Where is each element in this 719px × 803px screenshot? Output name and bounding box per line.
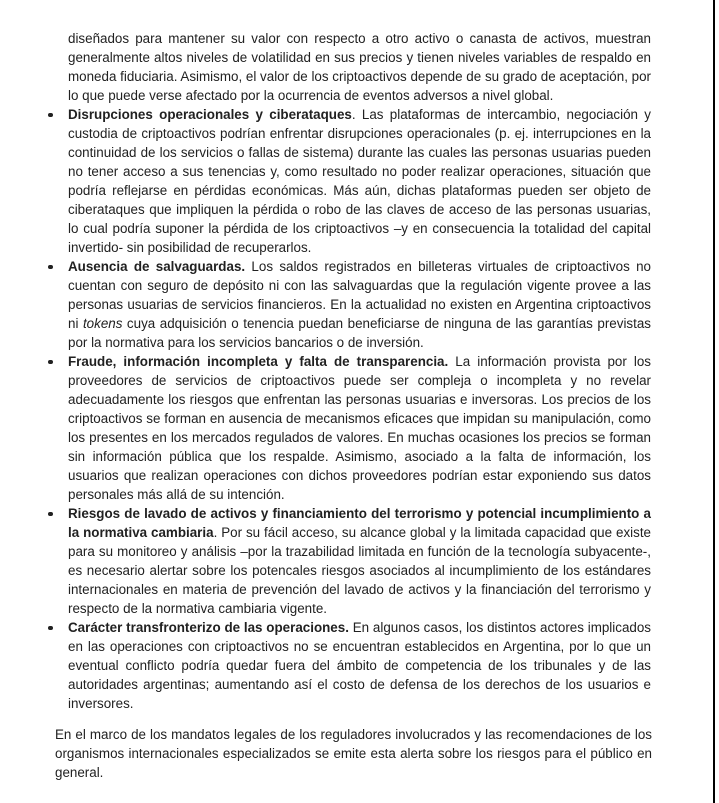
bullet-body: Los saldos registrados en billeteras virtuales de criptoactivos no cuentan con seguro de depósito ni con las salvaguardas que la regulación vigente provee a las personas usuarias de servicios financieros. En la actualidad no existen en Argentina criptoactivos ni tokens cuya adquisición o tenencia puedan beneficiarse de ninguna de las garantías previstas por la normativa para los servicios bancarios o de inversión.: [68, 259, 651, 350]
bullet-title: Disrupciones operacionales y ciberataques: [68, 107, 352, 122]
bullet-title: Fraude, información incompleta y falta de transparencia.: [68, 354, 449, 369]
bullet-title: Ausencia de salvaguardas.: [68, 259, 246, 274]
bullet-title: Riesgos de lavado de activos y financiamiento del terrorismo y potencial incumplimiento a la normativa cambiaria: [68, 506, 651, 540]
bullet-title: Carácter transfronterizo de las operaciones.: [68, 620, 349, 635]
intro-paragraph: diseñados para mantener su valor con respecto a otro activo o canasta de activos, muestran generalmente altos niveles de volatilidad en sus precios y tienen niveles variables de respaldo en moneda fiduciaria. Asimismo, el valor de los criptoactivos depende de su grado de aceptación, por lo que puede verse afectado por la ocurrencia de eventos adversos a nivel global.: [68, 31, 651, 103]
bullet-cross-border-operations: [68, 618, 651, 713]
bullet-body: En algunos casos, los distintos actores implicados en las operaciones con criptoactivos no se encuentran establecidos en Argentina, por lo que un eventual conflicto podría quedar fuera del ámbito de competencia de los tribunales y de las autoridades argentinas; aumentando así el costo de defensa de los derechos de los usuarios e inversores.: [68, 620, 651, 711]
bullet-body: La información provista por los proveedores de servicios de criptoactivos puede ser compleja o incompleta y no revelar adecuadamente los riesgos que enfrentan las personas usuarias e inversoras. Los precios de los criptoactivos se forman en ausencia de mecanismos eficaces que impidan su manipulación, como los presentes en los mercados regulados de valores. En muchas ocasiones los precios se forman sin información pública que los respalde. Asimismo, asociado a la falta de información, los usuarios que realizan operaciones con dichos proveedores podrían estar exponiendo sus datos personales más allá de su intención.: [68, 354, 652, 502]
closing-paragraph: En el marco de los mandatos legales de los reguladores involucrados y las recomendaciones de los organismos internacionales especializados se emite esta alerta sobre los riesgos para el público en general.: [55, 727, 652, 780]
bullet-money-laundering-risks: [68, 504, 651, 618]
document-content: [0, 29, 719, 782]
bullet-operational-disruptions: [68, 105, 651, 257]
bullet-fraud-incomplete-information: [68, 352, 651, 504]
bullet-absence-of-safeguards: [68, 257, 651, 352]
risk-bullet-list: [0, 105, 719, 713]
bullet-body: . Las plataformas de intercambio, negociación y custodia de criptoactivos podrían enfrentar disrupciones operacionales (p. ej. interrupciones en la continuidad de los servicios o fallas de sistema) durante las cuales las personas usuarias pueden no tener acceso a sus tenencias y, como resultado no poder realizar operaciones, situación que podría reflejarse en pérdidas económicas. Más aún, dichas plataformas pueden ser objeto de ciberataques que impliquen la pérdida o robo de las claves de acceso de las personas usuarias, lo cual podría suponer la pérdida de los criptoactivos –y en consecuencia la totalidad del capital invertido- sin posibilidad de recuperarlos.: [68, 107, 651, 255]
bullet-body: . Por su fácil acceso, su alcance global y la limitada capacidad que existe para su monitoreo y análisis –por la trazabilidad limitada en función de la tecnología subyacente-, es necesario alertar sobre los potencales riesgos asociados al incumplimiento de los estándares internacionales en materia de prevención del lavado de activos y la financiación del terrorismo y respecto de la normativa cambiaria vigente.: [68, 525, 651, 616]
